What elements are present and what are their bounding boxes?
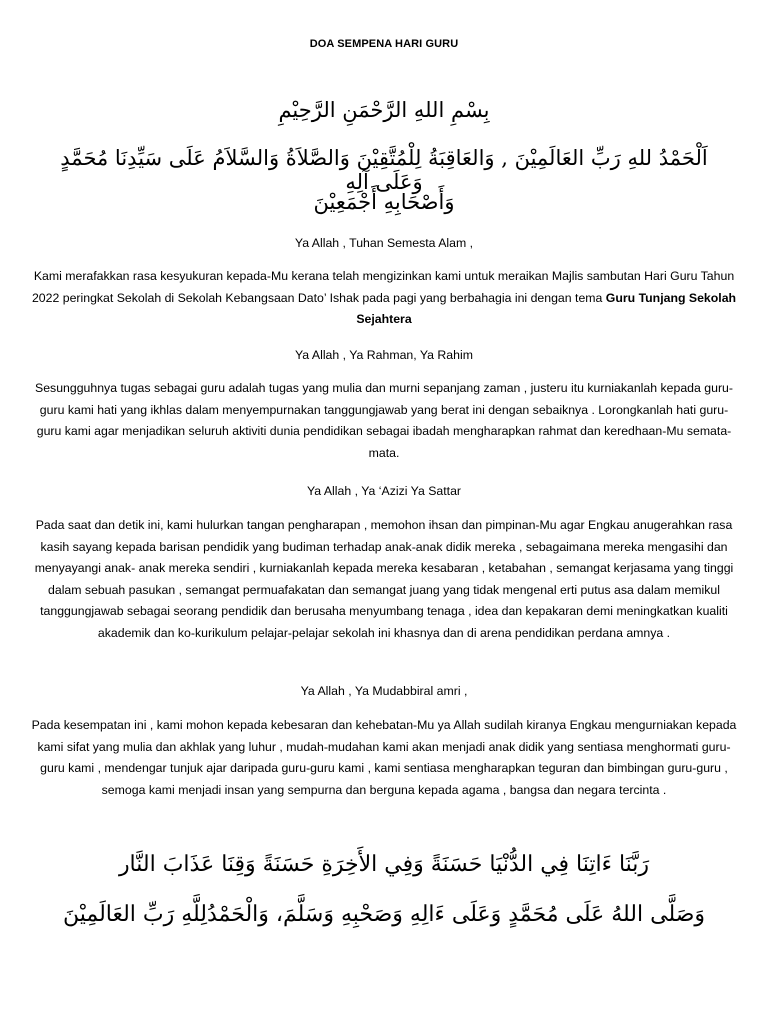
section-paragraph-4: Pada kesempatan ini , kami mohon kepada kebesaran dan kehebatan-Mu ya Allah sudilah kiranya Engkau mengurniakan kepada kami sifat yang mulia dan akhlak yang luhur , mudah-mudahan kami akan menjadi anak didik yang sentiasa menghormati guru-guru kami , mendengar tunjuk ajar daripada guru-guru kami , kami sentiasa mengharapkan teguran dan bimbingan guru-guru , semoga kami menjadi insan yang sempurna dan berguna kepada agama , bangsa dan negara tercinta . bbox=[31, 718, 737, 797]
section-heading-1: Ya Allah , Tuhan Semesta Alam , bbox=[294, 236, 474, 250]
arabic-opening-line-1: اَلْحَمْدُ للهِ رَبِّ العَالَمِيْنَ , وَالعَاقِبَةُ لِلْمُتَّقِيْنَ وَالصَّلاَةُ وَالسَّلاَمُ عَلَى سَيِّدِنَا مُحَمَّدٍ وَعَلَى آلِهِ bbox=[60, 146, 708, 194]
section-heading-2: Ya Allah , Ya Rahman, Ya Rahim bbox=[295, 348, 473, 362]
section-heading-4: Ya Allah , Ya Mudabbiral amri , bbox=[300, 684, 468, 698]
arabic-opening-line-2: وَأَصْحَابِهِ أَجْمَعِيْنَ bbox=[313, 190, 455, 214]
arabic-closing-line-2: وَصَلَّى اللهُ عَلَى مُحَمَّدٍ وَعَلَى ءَالِهِ وَصَحْبِهِ وَسَلَّمَ، وَالْحَمْدُلِلَّهِ رَبِّ العَالَمِيْنَ bbox=[62, 902, 706, 927]
section-heading-3: Ya Allah , Ya ‘Azizi Ya Sattar bbox=[306, 484, 462, 498]
section-paragraph-1-theme: Guru Tunjang Sekolah Sejahtera bbox=[356, 290, 737, 326]
section-paragraph-3: Pada saat dan detik ini, kami hulurkan tangan pengharapan , memohon ihsan dan pimpinan-Mu agar Engkau anugerahkan rasa kasih sayang kepada barisan pendidik yang budiman terhadap anak-anak didik mereka , sebagaimana mereka mengasihi dan menyayangi anak- anak mereka sendiri , kurniakanlah kepada mereka kesabaran , ketabahan , semangat kerjasama yang tinggi dalam sebuah pasukan , semangat permuafakatan dan semangat juang yang tidak mengenal erti putus asa dalam memikul tanggungjawab sebagai seorang pendidik dan berusaha menyumbang tenaga , idea dan kepakaran demi meningkatkan kualiti akademik dan ko-kurikulum pelajar-pelajar sekolah ini khasnya dan di arena pendidikan perdana amnya . bbox=[34, 518, 734, 640]
arabic-basmalah: بِسْمِ اللهِ الرَّحْمَنِ الرَّحِيْمِ bbox=[278, 98, 490, 122]
section-paragraph-2: Sesungguhnya tugas sebagai guru adalah tugas yang mulia dan murni sepanjang zaman , justeru itu kurniakanlah kepada guru-guru kami hati yang ikhlas dalam menyempurnakan tanggungjawab yang berat ini dengan sebaiknya . Lorongkanlah hati guru-guru kami agar menjadikan seluruh aktiviti dunia pendidikan sebagai ibadah mengharapkan rahmat dan keredhaan-Mu semata-mata. bbox=[35, 381, 733, 460]
arabic-closing-line-1: رَبَّنَا ءَاتِنَا فِي الدُّنْيَا حَسَنَةً وَفِي الأَخِرَةِ حَسَنَةً وَقِنَا عَذَابَ النَّار bbox=[118, 852, 650, 877]
section-paragraph-1-text: Kami merafakkan rasa kesyukuran kepada-Mu kerana telah mengizinkan kami untuk meraikan Majlis sambutan Hari Guru Tahun 2022 peringkat Sekolah di Sekolah Kebangsaan Dato’ Ishak pada pagi yang berbahagia ini dengan tema bbox=[31, 269, 735, 305]
section-paragraph-1 bbox=[30, 266, 738, 331]
document-title: DOA SEMPENA HARI GURU bbox=[309, 38, 459, 50]
